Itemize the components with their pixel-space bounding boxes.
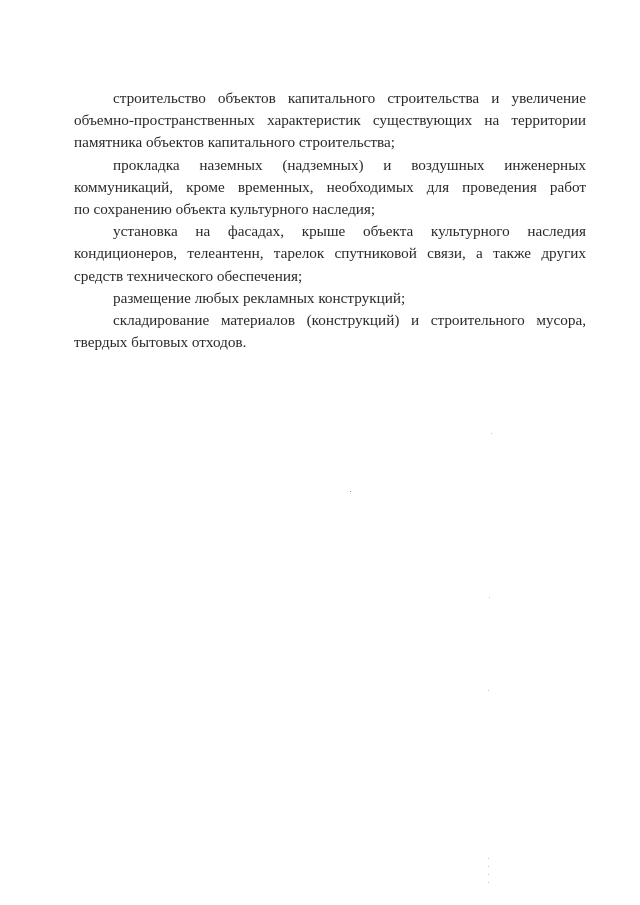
paragraph-3-line-1: установка на фасадах, крыше объекта культурного наследия (113, 223, 586, 241)
document-body (74, 88, 586, 354)
paragraph-1-line-3: памятника объектов капитального строительства; (74, 134, 395, 152)
scan-speck (488, 882, 489, 883)
scan-speck (491, 433, 492, 434)
paragraph-1-line-2: объемно-пространственных характеристик существующих на территории (74, 112, 586, 130)
paragraph-2-line-1: прокладка наземных (надземных) и воздушных инженерных (113, 156, 586, 174)
scan-speck (350, 491, 351, 492)
scan-speck (488, 874, 489, 875)
paragraph-5-line-1: складирование материалов (конструкций) и строительного мусора, (113, 311, 586, 329)
paragraph-3-line-2: кондиционеров, телеантенн, тарелок спутниковой связи, а также других (74, 245, 586, 263)
paragraph-2-line-3: по сохранению объекта культурного наследия; (74, 200, 376, 218)
scan-speck (488, 858, 489, 859)
scan-speck (489, 597, 490, 598)
paragraph-4-line-1: размещение любых рекламных конструкций; (113, 289, 406, 307)
paragraph-2-line-2: коммуникаций, кроме временных, необходимых для проведения работ (74, 178, 586, 196)
scan-speck (488, 866, 489, 867)
paragraph-3-line-3: средств технического обеспечения; (74, 267, 303, 285)
scan-speck (488, 690, 489, 691)
paragraph-1-line-1: строительство объектов капитального строительства и увеличение (113, 90, 586, 107)
paragraph-5-line-2: твердых бытовых отходов. (74, 334, 247, 352)
